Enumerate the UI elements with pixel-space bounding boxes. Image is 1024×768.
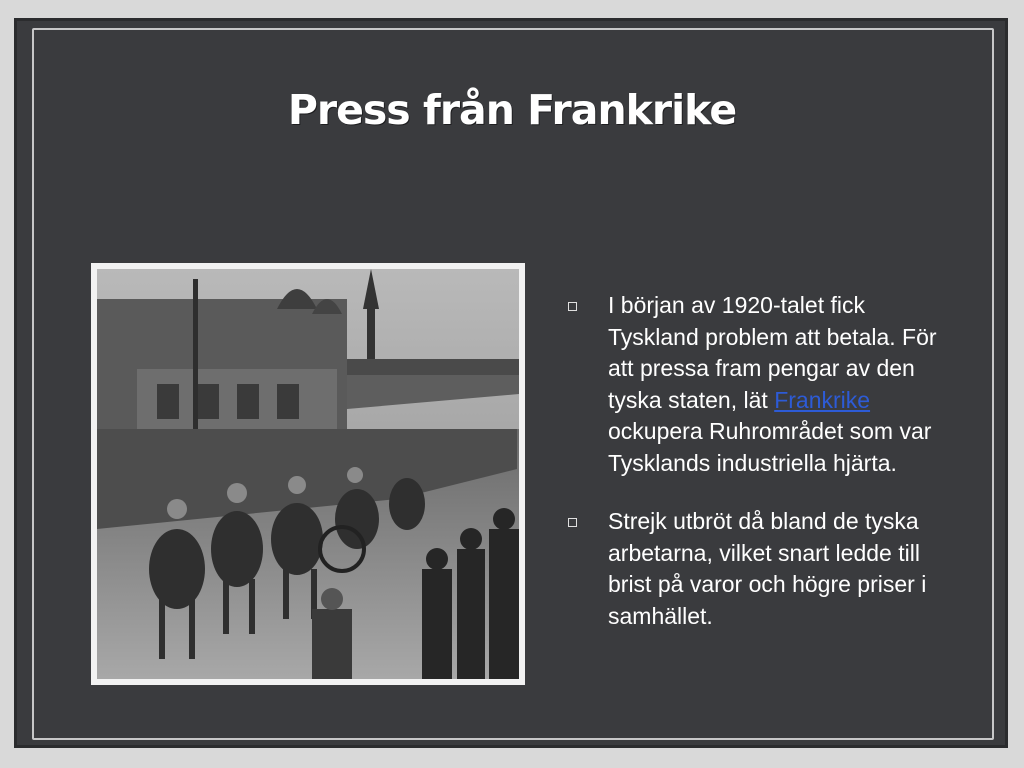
bullet-list <box>565 290 945 659</box>
bullet-item <box>565 290 945 479</box>
bullet-square-icon <box>568 302 577 311</box>
bullet-text-continued: ockupera Ruhrområdet som var Tysklands industriella hjärta. <box>608 418 932 476</box>
bullet-item <box>565 506 945 632</box>
historical-photo-icon <box>97 269 519 679</box>
bullet-text: Strejk utbröt då bland de tyska arbetarna, vilket snart ledde till brist på varor och högre priser i samhället. <box>608 508 927 629</box>
frankrike-link[interactable]: Frankrike <box>774 386 871 413</box>
bullet-square-icon <box>568 518 577 527</box>
bullet-text: I början av 1920-talet fick Tyskland problem att betala. För att pressa fram pengar av den tyska staten, lät <box>608 292 937 413</box>
slide-title: Press från Frankrike <box>287 86 737 134</box>
slide-photo <box>91 263 525 685</box>
